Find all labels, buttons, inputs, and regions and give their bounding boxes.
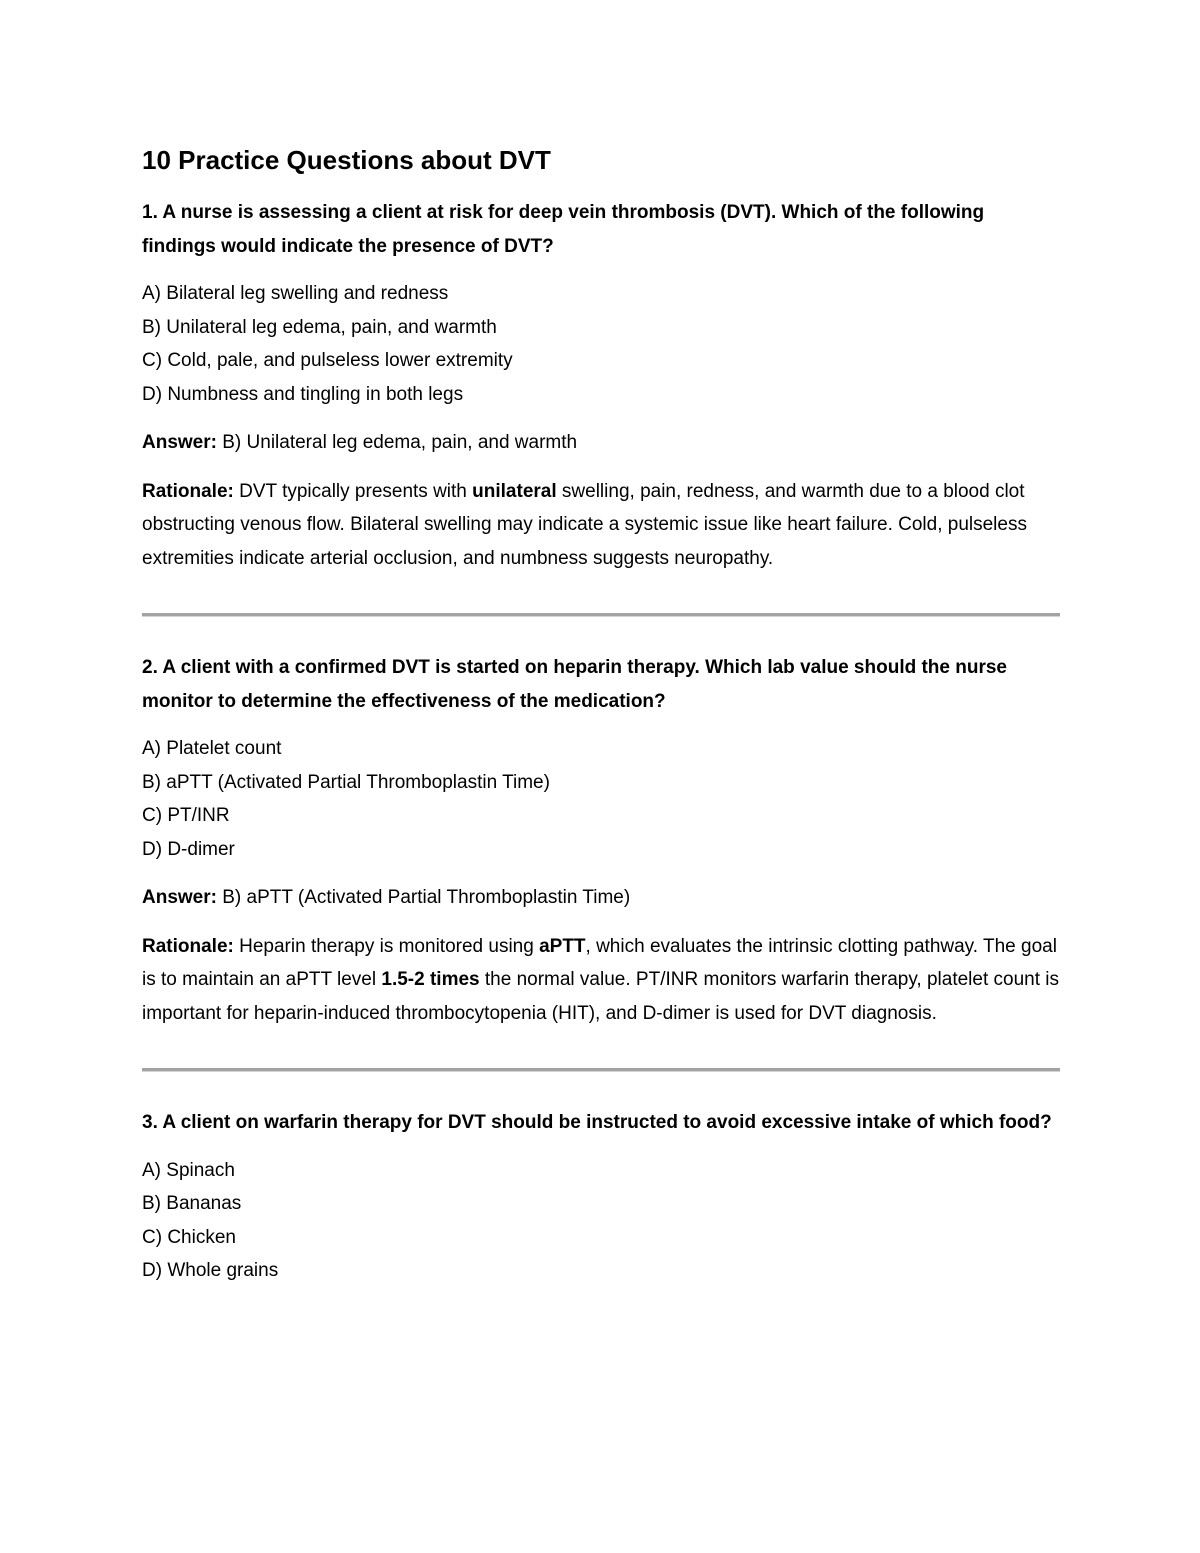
answer-label: Answer: [142,432,217,453]
option-b: B) Bananas [142,1193,242,1214]
question-2 [142,651,1060,1030]
rationale-text: the normal value. PT/INR monitors warfarin therapy, platelet count is important for heparin-induced thrombocytopenia (HIT), and D-dimer is used for DVT diagnosis. [142,969,1060,1024]
option-c: C) Cold, pale, and pulseless lower extremity [142,350,513,371]
rationale-text: Heparin therapy is monitored using [233,935,540,957]
option-d: D) Whole grains [142,1260,279,1281]
document-page [142,142,1060,1303]
question-text: 3. A client on warfarin therapy for DVT should be instructed to avoid excessive intake of which food? [142,1112,1052,1133]
answer-text: B) Unilateral leg edema, pain, and warmth [216,432,578,453]
option-c: C) PT/INR [142,805,230,826]
answer [142,881,1060,915]
option-c: C) Chicken [142,1226,236,1248]
option-a: A) Spinach [142,1159,235,1181]
question-text: 2. A client with a confirmed DVT is started on heparin therapy. Which lab value should the nurse monitor to determine the effectiveness of the medication? [142,657,1008,712]
question-1 [142,196,1060,575]
rationale [142,475,1060,576]
option-d: D) Numbness and tingling in both legs [142,383,464,405]
rationale-label: Rationale: [142,480,234,502]
question-text: 1. A nurse is assessing a client at risk for deep vein thrombosis (DVT). Which of the following findings would indicate the presence of DVT? [142,202,985,257]
rationale-emphasis: aPTT [539,935,586,957]
answer-label: Answer: [142,887,217,908]
section-divider [142,1068,1060,1072]
option-b: B) Unilateral leg edema, pain, and warmth [142,316,497,338]
option-b: B) aPTT (Activated Partial Thromboplastin Time) [142,771,550,793]
answer [142,426,1060,460]
answer-text: B) aPTT (Activated Partial Thromboplastin Time) [216,887,631,908]
question-3 [142,1106,1060,1288]
option-a: A) Platelet count [142,738,282,759]
rationale-label: Rationale: [142,935,234,957]
option-d: D) D-dimer [142,838,235,860]
rationale-emphasis: unilateral [472,480,557,502]
rationale-text: , which evaluates the intrinsic clotting pathway. The goal is to maintain an aPTT level [142,935,1057,990]
document-title: 10 Practice Questions about DVT [142,145,551,175]
rationale-text: DVT typically presents with [233,480,473,502]
option-list [142,732,1060,866]
option-a: A) Bilateral leg swelling and redness [142,283,449,304]
option-list [142,1154,1060,1288]
section-divider [142,613,1060,617]
option-list [142,277,1060,411]
rationale-emphasis: 1.5-2 times [381,969,480,990]
rationale-text: swelling, pain, redness, and warmth due to a blood clot obstructing venous flow. Bilateral swelling may indicate a systemic issue like heart failure. Cold, pulseless extremities indicate arterial occlusion, and numbness suggests neuropathy. [142,480,1027,569]
rationale [142,930,1060,1031]
